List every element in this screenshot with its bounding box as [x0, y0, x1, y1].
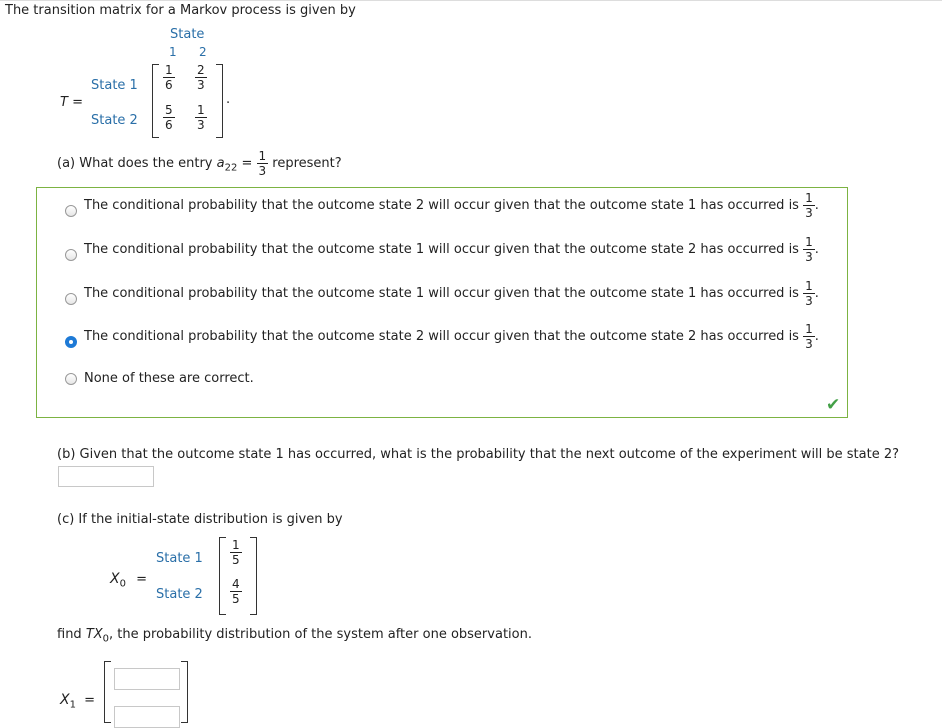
x0-label: $X_0$ =: [110, 571, 148, 590]
x1-state1-input[interactable]: [114, 668, 180, 690]
x0-cell-2: $\frac{4}{5}$: [232, 577, 240, 606]
radio-option-3[interactable]: [65, 293, 77, 305]
radio-option-5[interactable]: [65, 373, 77, 385]
part-a-fraction: $\frac{1}{3}$: [258, 149, 267, 178]
radio-option-2[interactable]: [65, 249, 77, 261]
correct-check-icon: ✔: [826, 395, 841, 415]
x0-left-bracket: [219, 537, 226, 615]
option-1[interactable]: The conditional probability that the outcome state 2 will occur given that the outcome state 1 has occurred is $\frac{1}{3}$ .: [84, 191, 819, 220]
matrix-cell-2-2: $\frac{1}{3}$: [197, 103, 205, 132]
part-c-find: find $TX_0$, the probability distribution of the system after one observation.: [57, 627, 532, 645]
matrix-state-header: State: [170, 27, 205, 42]
x1-right-bracket: [181, 661, 188, 723]
x1-label: $X_1$ =: [60, 692, 96, 711]
x0-right-bracket: [250, 537, 257, 615]
matrix-col-label-2: 2: [199, 45, 207, 59]
option-2[interactable]: The conditional probability that the outcome state 1 will occur given that the outcome state 2 has occurred is $\frac{1}{3}$ .: [84, 235, 819, 264]
matrix-row-label-2: State 2: [91, 113, 138, 128]
matrix-period: .: [226, 92, 231, 107]
part-a-question: (a) What does the entry $a_{22}$ = $\frac{1}{3}$ represent?: [57, 149, 342, 178]
x0-row-label-1: State 1: [156, 551, 203, 566]
part-c-intro: (c) If the initial-state distribution is given by: [57, 512, 343, 527]
matrix-cell-1-1: $\frac{1}{6}$: [165, 63, 173, 92]
matrix-label: T =: [60, 95, 83, 110]
option-5[interactable]: None of these are correct.: [84, 371, 254, 386]
matrix-right-bracket: [216, 64, 223, 138]
x0-row-label-2: State 2: [156, 587, 203, 602]
part-b-answer-input[interactable]: [58, 466, 154, 487]
matrix-col-label-1: 1: [169, 45, 177, 59]
option-4[interactable]: The conditional probability that the outcome state 2 will occur given that the outcome state 2 has occurred is $\frac{1}{3}$ .: [84, 322, 819, 351]
matrix-left-bracket: [152, 64, 159, 138]
radio-option-1[interactable]: [65, 205, 77, 217]
matrix-cell-2-1: $\frac{5}{6}$: [165, 103, 173, 132]
option-3[interactable]: The conditional probability that the outcome state 1 will occur given that the outcome state 1 has occurred is $\frac{1}{3}$ .: [84, 279, 819, 308]
top-divider: [0, 0, 942, 1]
problem-intro: The transition matrix for a Markov process is given by: [5, 3, 356, 18]
radio-option-4-selected[interactable]: [65, 336, 77, 348]
part-b-question: (b) Given that the outcome state 1 has occurred, what is the probability that the next outcome of the experiment will be state 2?: [57, 447, 900, 462]
matrix-row-label-1: State 1: [91, 78, 138, 93]
x1-state2-input[interactable]: [114, 706, 180, 728]
x0-cell-1: $\frac{1}{5}$: [232, 538, 240, 567]
x1-left-bracket: [104, 661, 111, 723]
matrix-cell-1-2: $\frac{2}{3}$: [197, 63, 205, 92]
